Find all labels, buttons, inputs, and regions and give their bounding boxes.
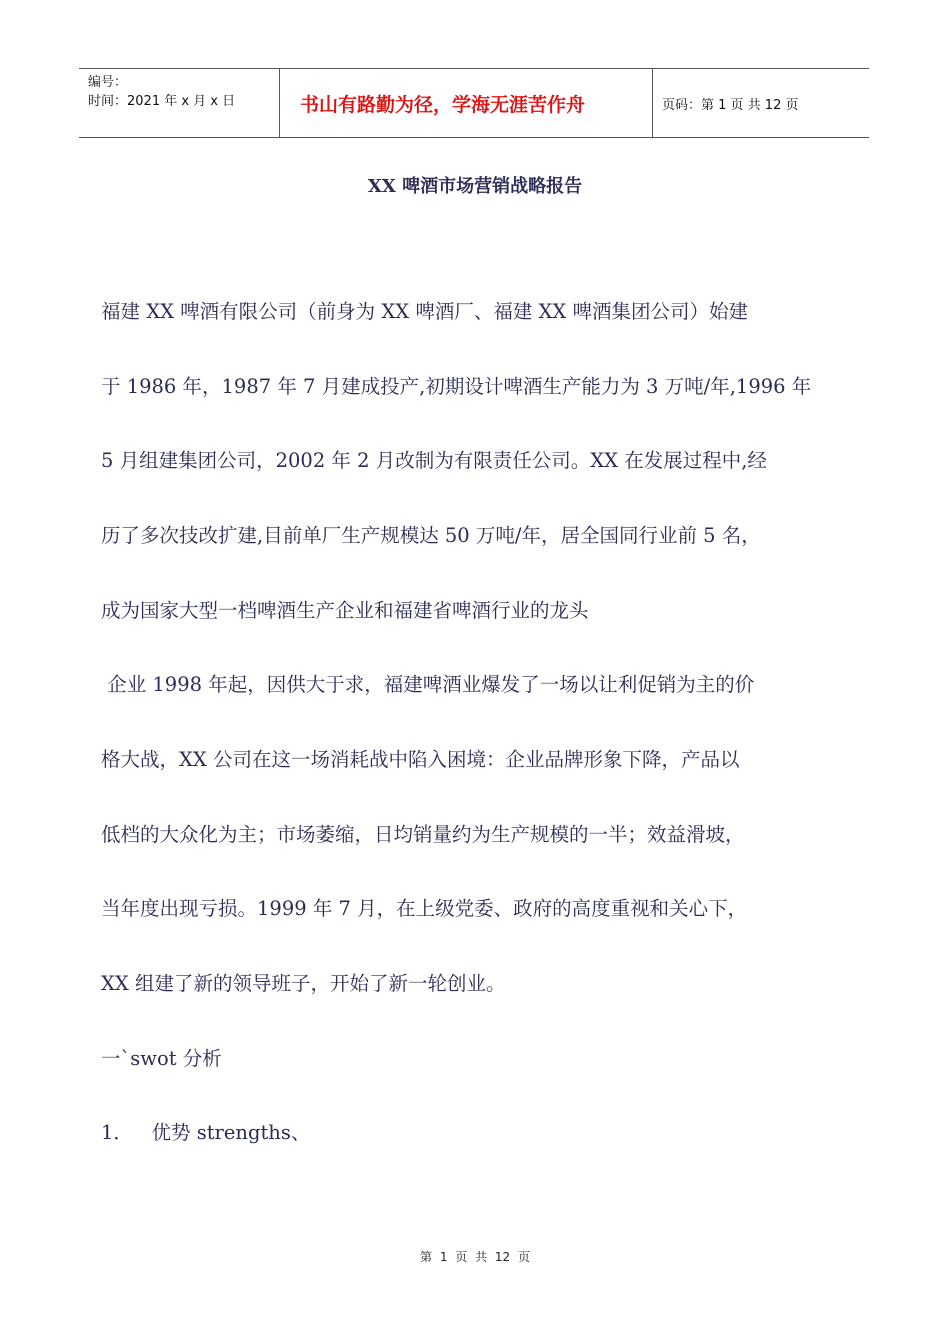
section-heading-swot: 一`swot 分析 [101,1047,222,1070]
page-footer: 第 1 页 共 12 页 [420,1250,530,1264]
subsection-strengths: 1． 优势 strengths、 [101,1121,311,1144]
header-motto: 书山有路勤为径，学海无涯苦作舟 [300,93,586,116]
body-line-8: 低档的大众化为主；市场萎缩，日均销量约为生产规模的一半；效益滑坡， [101,823,745,846]
header-page-info: 页码：第 1 页 共 12 页 [662,97,799,113]
document-title: XX 啤酒市场营销战略报告 [367,176,583,197]
body-line-4: 历了多次技改扩建,目前单厂生产规模达 50 万吨/年，居全国同行业前 5 名， [101,524,761,547]
header-number-label: 编号： [88,75,128,90]
body-line-3: 5 月组建集团公司，2002 年 2 月改制为有限责任公司。XX 在发展过程中,经 [101,449,767,472]
header-meta-cell [79,69,280,137]
body-line-7: 格大战，XX 公司在这一场消耗战中陷入困境：企业品牌形象下降，产品以 [101,748,740,771]
document-header-table [79,68,869,138]
body-line-2: 于 1986 年，1987 年 7 月建成投产,初期设计啤酒生产能力为 3 万吨/年,1996 年 [101,375,812,398]
header-page-cell [653,69,869,137]
header-motto-cell [280,69,653,137]
body-line-9: 当年度出现亏损。1999 年 7 月，在上级党委、政府的高度重视和关心下， [101,897,748,920]
body-line-5: 成为国家大型一档啤酒生产企业和福建省啤酒行业的龙头 [101,599,589,622]
body-line-10: XX 组建了新的领导班子，开始了新一轮创业。 [101,972,506,995]
body-line-1: 福建 XX 啤酒有限公司（前身为 XX 啤酒厂、福建 XX 啤酒集团公司）始建 [101,300,748,323]
header-date-label: 时间：2021 年 x 月 x 日 [88,94,236,109]
body-line-6: 企业 1998 年起，因供大于求，福建啤酒业爆发了一场以让利促销为主的价 [101,673,755,696]
